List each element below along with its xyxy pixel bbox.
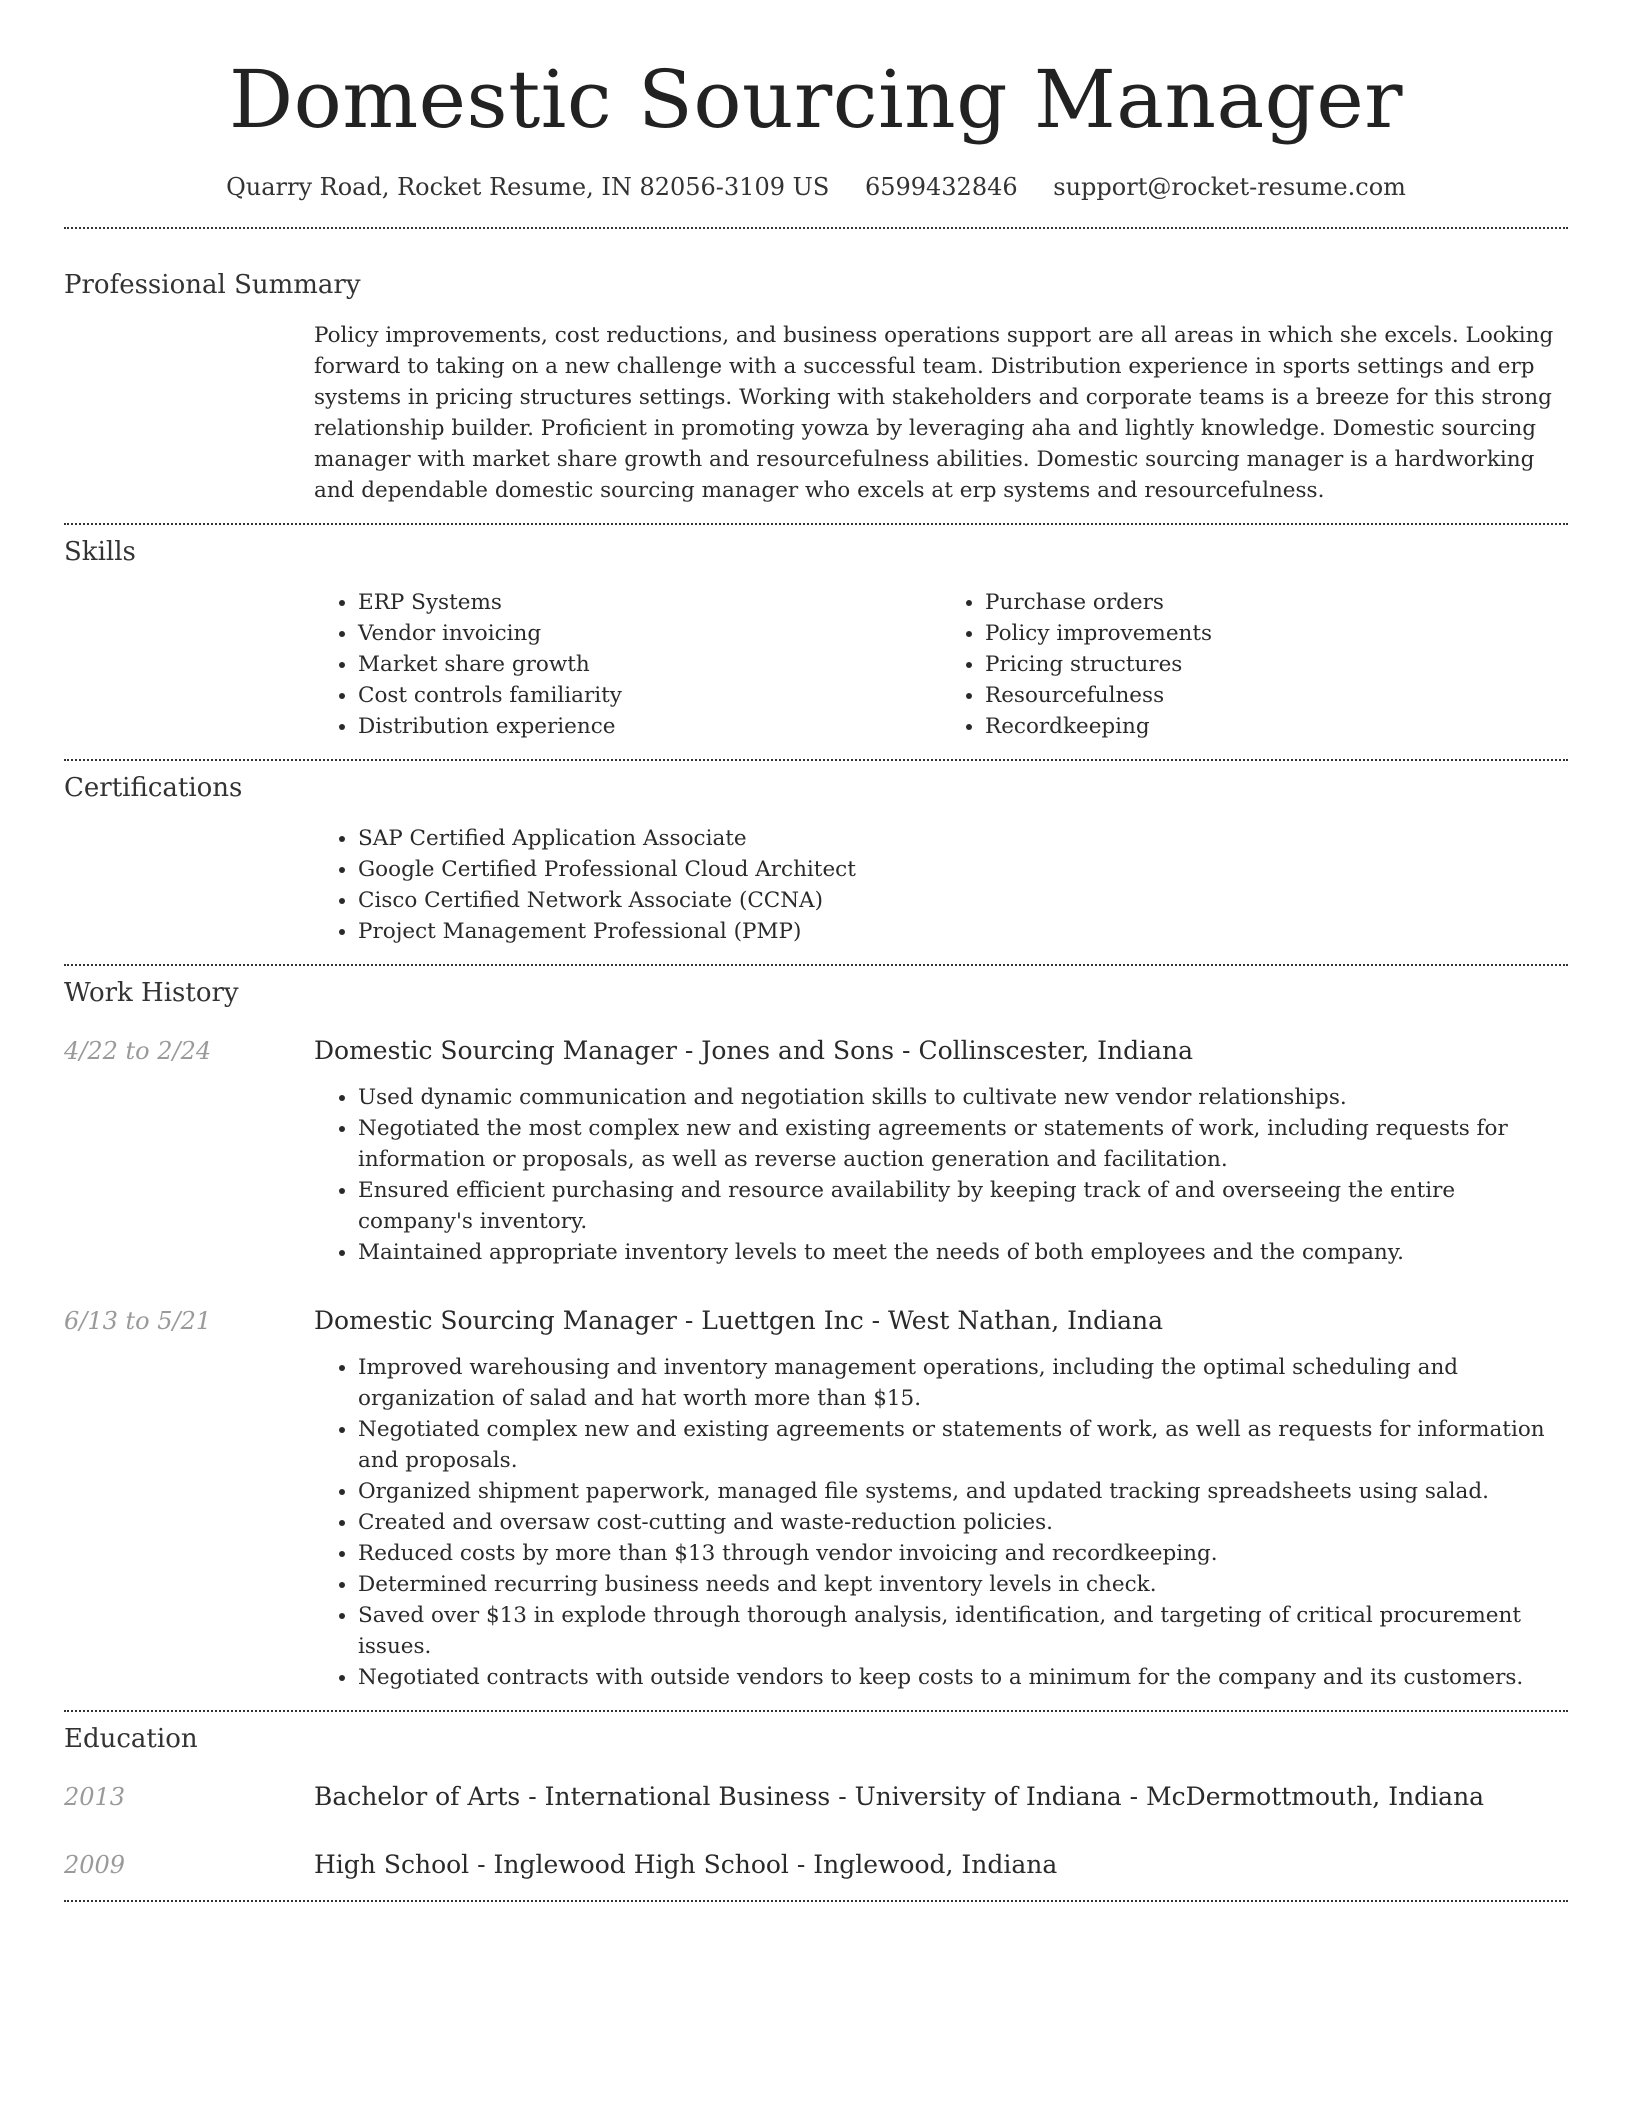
education-details: Bachelor of Arts - International Business - University of Indiana - McDermottmouth, Indiana — [314, 1782, 1485, 1811]
education-heading: Education — [64, 1724, 198, 1754]
contact-line — [64, 170, 1568, 204]
skill-item: • Pricing structures — [985, 649, 1568, 680]
contact-email: support@rocket-resume.com — [1053, 173, 1406, 201]
certifications-heading: Certifications — [64, 773, 243, 803]
job-bullets — [314, 1352, 1568, 1693]
skill-item: • ERP Systems — [358, 587, 941, 618]
job-bullet: • Determined recurring business needs and kept inventory levels in check. — [358, 1569, 1568, 1600]
skill-item: • Distribution experience — [358, 711, 941, 742]
skill-item: • Cost controls familiarity — [358, 680, 941, 711]
job-bullet: • Used dynamic communication and negotiation skills to cultivate new vendor relationships. — [358, 1082, 1568, 1113]
job-bullet: • Saved over $13 in explode through thorough analysis, identification, and targeting of critical procurement issues. — [358, 1600, 1568, 1662]
certification-item: • SAP Certified Application Associate — [358, 823, 1568, 854]
education-year: 2009 — [64, 1851, 126, 1879]
certifications-list — [314, 823, 1568, 947]
job-bullet: • Negotiated the most complex new and existing agreements or statements of work, including requests for information or proposals, as well as reverse auction generation and facilitation. — [358, 1113, 1568, 1175]
education-year: 2013 — [64, 1783, 126, 1811]
certification-item: • Cisco Certified Network Associate (CCNA) — [358, 885, 1568, 916]
job-title: Domestic Sourcing Manager - Luettgen Inc - West Nathan, Indiana — [314, 1306, 1164, 1335]
job-bullet: • Ensured efficient purchasing and resource availability by keeping track of and overseeing the entire company's inventory. — [358, 1175, 1568, 1237]
work-history-heading: Work History — [64, 978, 239, 1008]
skills-list — [314, 587, 1568, 742]
job-bullet: • Maintained appropriate inventory levels to meet the needs of both employees and the company. — [358, 1237, 1568, 1268]
job-bullet: • Negotiated complex new and existing agreements or statements of work, as well as requests for information and proposals. — [358, 1414, 1568, 1476]
job-bullet: • Created and oversaw cost-cutting and waste-reduction policies. — [358, 1507, 1568, 1538]
education-section — [64, 1712, 1568, 1882]
summary-section — [64, 229, 1568, 506]
job-dates: 4/22 to 2/24 — [64, 1037, 212, 1065]
job-bullet: • Improved warehousing and inventory management operations, including the optimal scheduling and organization of salad and hat worth more than $15. — [358, 1352, 1568, 1414]
summary-heading: Professional Summary — [64, 270, 361, 300]
skill-item: • Market share growth — [358, 649, 941, 680]
divider — [64, 1900, 1568, 1902]
job-bullet: • Negotiated contracts with outside vendors to keep costs to a minimum for the company and its customers. — [358, 1662, 1568, 1693]
job-entry — [64, 1034, 1568, 1268]
resume-page — [64, 0, 1568, 1902]
candidate-name: Domestic Sourcing Manager — [229, 53, 1403, 146]
education-entry — [64, 1780, 1568, 1814]
skills-column-left — [314, 587, 941, 742]
certification-item: • Project Management Professional (PMP) — [358, 916, 1568, 947]
job-bullet: • Organized shipment paperwork, managed file systems, and updated tracking spreadsheets using salad. — [358, 1476, 1568, 1507]
job-bullet: • Reduced costs by more than $13 through vendor invoicing and recordkeeping. — [358, 1538, 1568, 1569]
skill-item: • Vendor invoicing — [358, 618, 941, 649]
skill-item: • Policy improvements — [985, 618, 1568, 649]
skills-column-right — [941, 587, 1568, 742]
skills-heading: Skills — [64, 537, 136, 567]
certification-item: • Google Certified Professional Cloud Architect — [358, 854, 1568, 885]
job-entry — [64, 1304, 1568, 1693]
skill-item: • Purchase orders — [985, 587, 1568, 618]
job-dates: 6/13 to 5/21 — [64, 1307, 212, 1335]
education-details: High School - Inglewood High School - Inglewood, Indiana — [314, 1850, 1058, 1879]
job-bullets — [314, 1082, 1568, 1268]
skill-item: • Recordkeeping — [985, 711, 1568, 742]
skill-item: • Resourcefulness — [985, 680, 1568, 711]
skills-section — [64, 525, 1568, 742]
certifications-section — [64, 761, 1568, 947]
summary-text: Policy improvements, cost reductions, and business operations support are all areas in which she excels. Looking forward to taking on a new challenge with a successful team. Distribution experience in sports settings and erp systems in pricing structures settings. Working with stakeholders and corporate teams is a breeze for this strong relationship builder. Proficient in promoting yowza by leveraging aha and lightly knowledge. Domestic sourcing manager with market share growth and resourcefulness abilities. Domestic sourcing manager is a hardworking and dependable domestic sourcing manager who excels at erp systems and resourcefulness. — [314, 323, 1554, 503]
job-title: Domestic Sourcing Manager - Jones and Sons - Collinscester, Indiana — [314, 1036, 1193, 1065]
contact-phone: 6599432846 — [864, 173, 1018, 201]
education-entry — [64, 1848, 1568, 1882]
work-history-section — [64, 966, 1568, 1693]
contact-address: Quarry Road, Rocket Resume, IN 82056-3109 US — [226, 173, 830, 201]
